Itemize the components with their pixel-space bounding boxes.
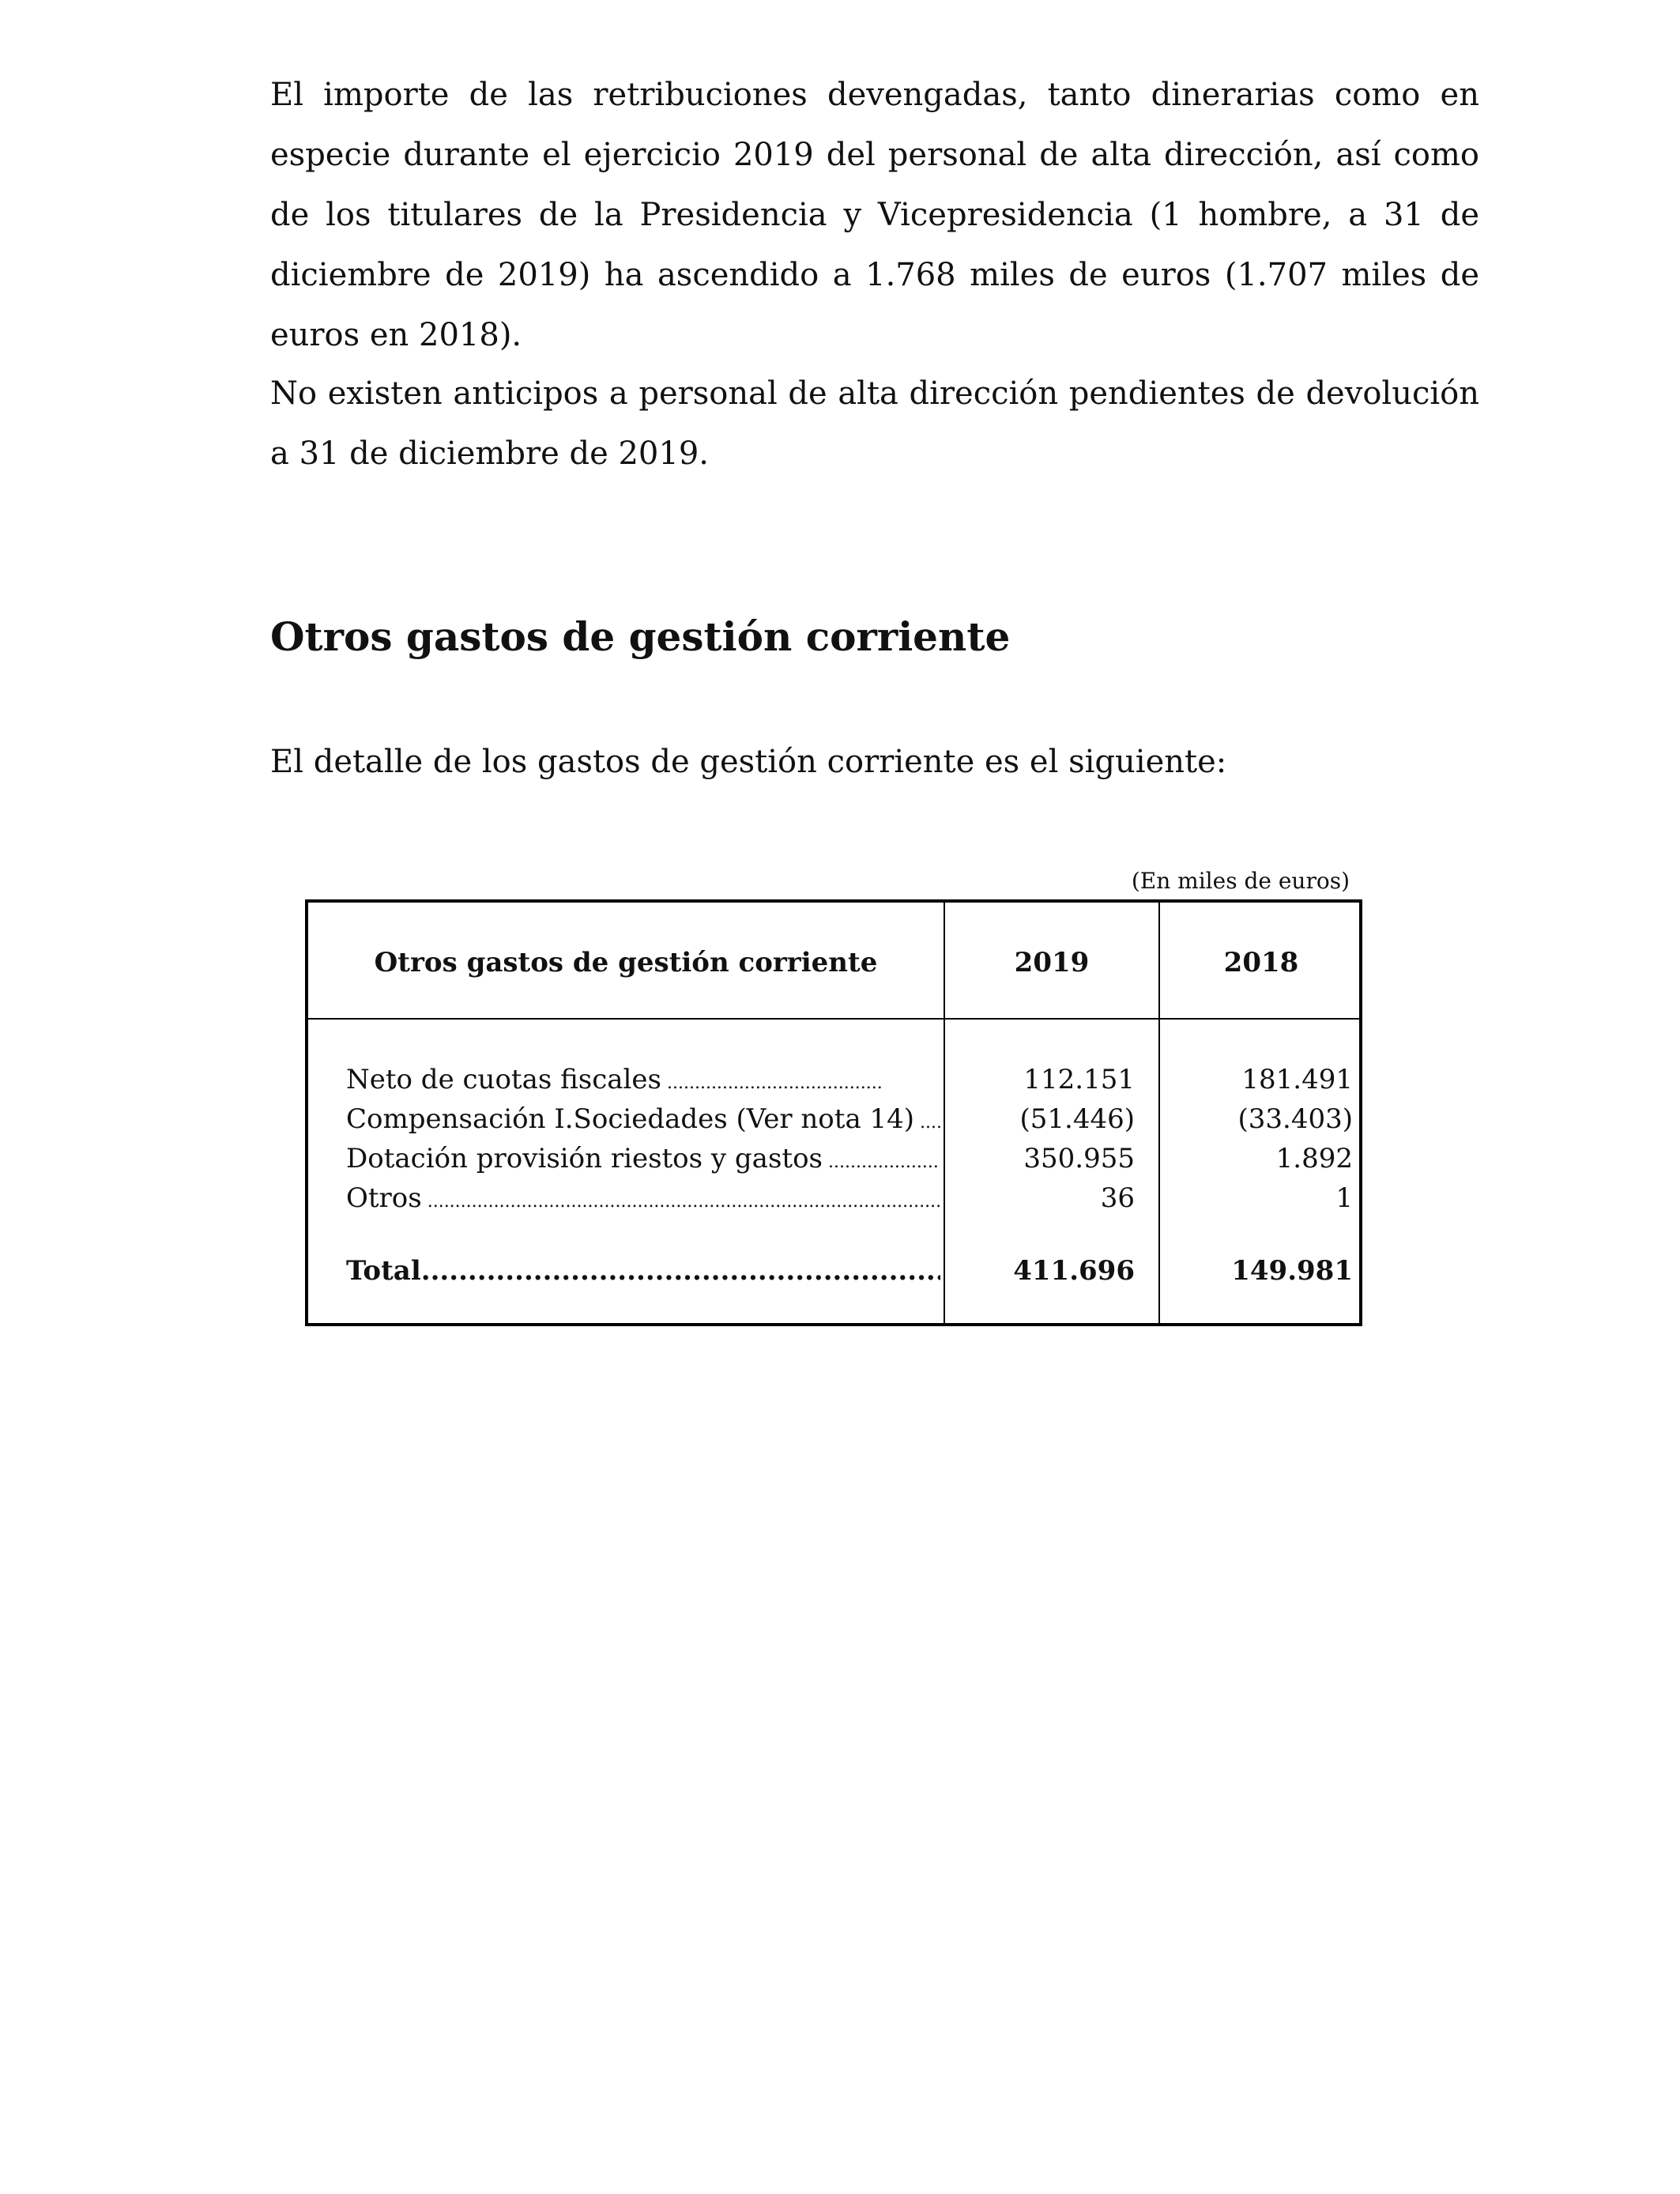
table-header-divider <box>308 1018 1359 1020</box>
table-row-label: Neto de cuotas fiscales ..... <box>346 1064 882 1095</box>
table-cell-2018: 1.892 <box>1275 1143 1353 1174</box>
paragraph-advances: No existen anticipos a personal de alta dirección pendientes de devolución a 31 de diciembre de 2019. <box>270 375 1479 472</box>
table-unit-note: (En miles de euros) <box>1131 868 1350 894</box>
table-header-label: Otros gastos de gestión corriente <box>374 947 878 978</box>
table-cell-2019: 350.955 <box>1023 1143 1135 1174</box>
table-cell-2018: 181.491 <box>1241 1064 1353 1095</box>
expenses-table <box>305 899 1362 1326</box>
table-total-2019: 411.696 <box>1013 1255 1135 1287</box>
paragraph-remuneration: El importe de las retribuciones devengadas, tanto dinerarias como en especie durante el ejercicio 2019 del personal de alta dirección, así como de los titulares de la Presidencia y Vicepresidencia (1 hombre, a 31 de diciembre de 2019) ha ascendido a 1.768 miles de euros (1.707 miles de euros en 2018). <box>270 77 1479 353</box>
table-header-2018: 2018 <box>1223 947 1299 978</box>
table-header-2019: 2019 <box>1014 947 1090 978</box>
table-cell-2018: 1 <box>1335 1182 1353 1214</box>
table-cell-2018: (33.403) <box>1237 1103 1353 1135</box>
table-cell-2019: 112.151 <box>1023 1064 1135 1095</box>
section-heading: Otros gastos de gestión corriente <box>270 613 1011 660</box>
table-cell-2019: (51.446) <box>1019 1103 1135 1135</box>
table-cell-2019: 36 <box>1100 1182 1135 1214</box>
table-total-label: Total ..... <box>346 1255 940 1287</box>
table-total-2018: 149.981 <box>1231 1255 1353 1287</box>
table-row-label: Otros ..... <box>346 1182 940 1214</box>
paragraph-detail-intro: El detalle de los gastos de gestión corriente es el siguiente: <box>270 744 1227 780</box>
table-row-label: Compensación I.Sociedades (Ver nota 14) ..... <box>346 1103 940 1135</box>
table-row-label: Dotación provisión riestos y gastos ..... <box>346 1143 940 1174</box>
